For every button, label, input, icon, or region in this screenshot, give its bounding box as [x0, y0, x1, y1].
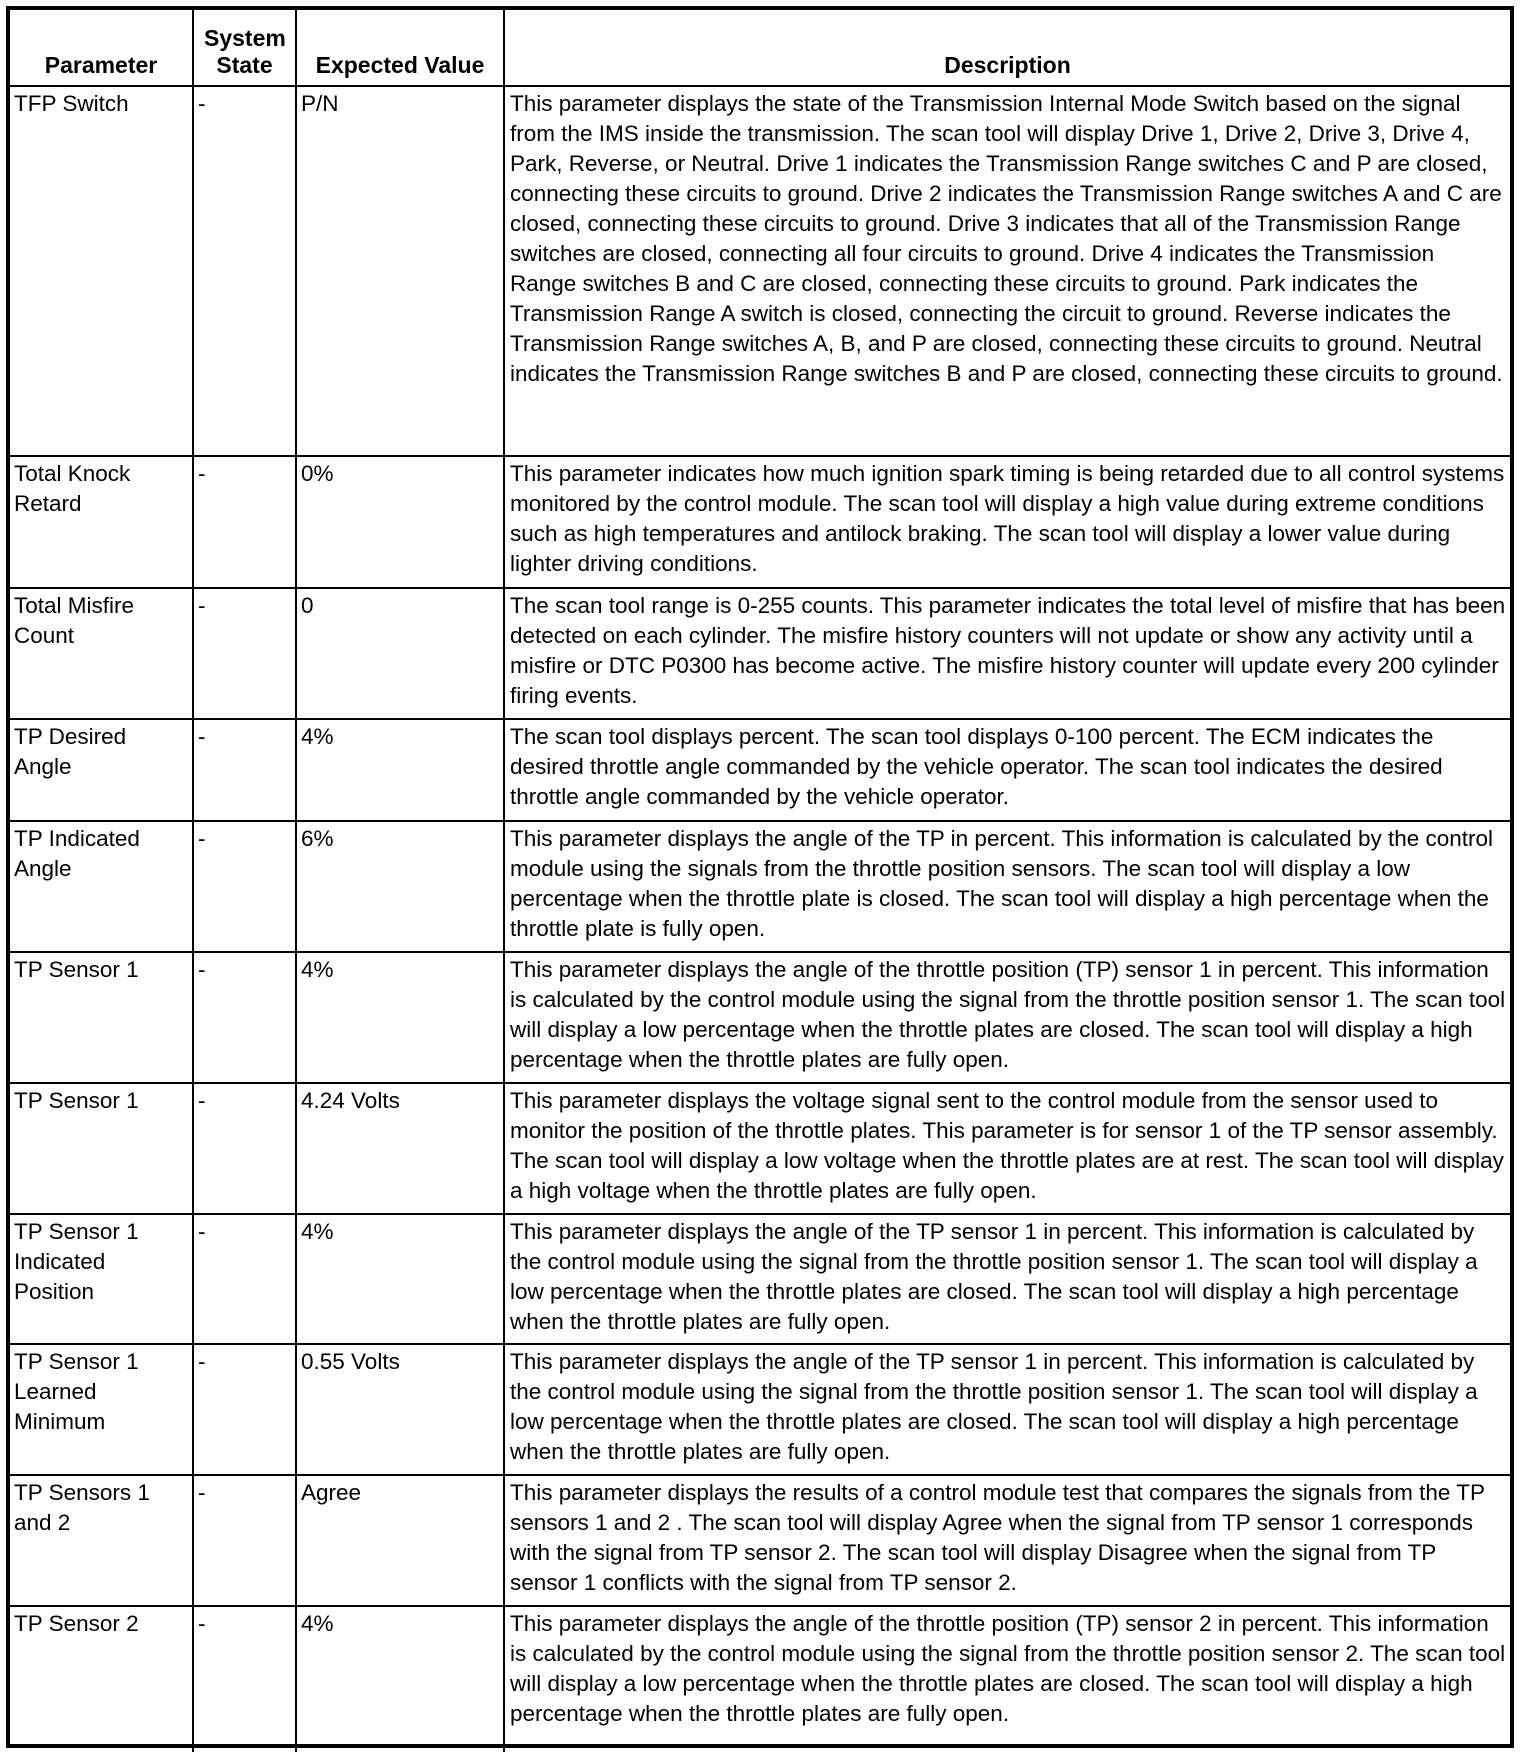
cell-parameter: Total Knock Retard	[10, 456, 193, 588]
cell-parameter: TP Sensor 1	[10, 1083, 193, 1214]
cell-expected-value: 4%	[296, 719, 504, 821]
table-row	[10, 821, 1510, 952]
cell-description: The scan tool displays percent. The scan tool displays 0-100 percent. The ECM indicates the desired throttle angle commanded by the vehicle operator. The scan tool indicates the desired throttle angle commanded by the vehicle operator.	[504, 719, 1510, 821]
table-row	[10, 1083, 1510, 1214]
header-expected-value: Expected Value	[296, 10, 504, 86]
cell-parameter: Total Misfire Count	[10, 588, 193, 719]
cell-system-state: -	[193, 821, 296, 952]
parameter-table	[6, 6, 1514, 1748]
cell-system-state: -	[193, 1344, 296, 1475]
cell-expected-value: 0	[296, 588, 504, 719]
cell-system-state: -	[193, 952, 296, 1083]
cell-system-state: -	[193, 86, 296, 456]
parameter-table-grid	[10, 10, 1510, 1752]
header-row	[10, 10, 1510, 86]
table-row	[10, 952, 1510, 1083]
cell-expected-value: 6%	[296, 821, 504, 952]
cell-parameter: TP Sensors 1 and 2	[10, 1475, 193, 1606]
cell-expected-value: 4%	[296, 952, 504, 1083]
cell-system-state: -	[193, 1606, 296, 1752]
cell-description: This parameter displays the results of a control module test that compares the signals from the TP sensors 1 and 2 . The scan tool will display Agree when the signal from TP sensor 1 corresponds with the signal from TP sensor 2. The scan tool will display Disagree when the signal from TP sensor 1 conflicts with the signal from TP sensor 2.	[504, 1475, 1510, 1606]
cell-expected-value: 4%	[296, 1214, 504, 1344]
cell-description: This parameter indicates how much ignition spark timing is being retarded due to all control systems monitored by the control module. The scan tool will display a high value during extreme conditions such as high temperatures and antilock braking. The scan tool will display a lower value during lighter driving conditions.	[504, 456, 1510, 588]
table-row	[10, 86, 1510, 456]
cell-parameter: TFP Switch	[10, 86, 193, 456]
table-row	[10, 588, 1510, 719]
cell-description: This parameter displays the angle of the TP sensor 1 in percent. This information is calculated by the control module using the signal from the throttle position sensor 1. The scan tool will display a low percentage when the throttle plates are closed. The scan tool will display a high percentage when the throttle plates are fully open.	[504, 1214, 1510, 1344]
cell-description: This parameter displays the angle of the TP in percent. This information is calculated by the control module using the signals from the throttle position sensors. The scan tool will display a low percentage when the throttle plate is closed. The scan tool will display a high percentage when the throttle plate is fully open.	[504, 821, 1510, 952]
table-row	[10, 1606, 1510, 1752]
header-description: Description	[504, 10, 1510, 86]
cell-description: The scan tool range is 0-255 counts. This parameter indicates the total level of misfire that has been detected on each cylinder. The misfire history counters will not update or show any activity until a misfire or DTC P0300 has become active. The misfire history counter will update every 200 cylinder firing events.	[504, 588, 1510, 719]
cell-description: This parameter displays the voltage signal sent to the control module from the sensor used to monitor the position of the throttle plates. This parameter is for sensor 1 of the TP sensor assembly. The scan tool will display a low voltage when the throttle plates are at rest. The scan tool will display a high voltage when the throttle plates are fully open.	[504, 1083, 1510, 1214]
cell-parameter: TP Desired Angle	[10, 719, 193, 821]
cell-description: This parameter displays the angle of the throttle position (TP) sensor 2 in percent. This information is calculated by the control module using the signal from the throttle position sensor 2. The scan tool will display a low percentage when the throttle plates are closed. The scan tool will display a high percentage when the throttle plates are fully open.	[504, 1606, 1510, 1752]
cell-description: This parameter displays the state of the Transmission Internal Mode Switch based on the signal from the IMS inside the transmission. The scan tool will display Drive 1, Drive 2, Drive 3, Drive 4, Park, Reverse, or Neutral. Drive 1 indicates the Transmission Range switches C and P are closed, connecting these circuits to ground. Drive 2 indicates the Transmission Range switches A and C are closed, connecting these circuits to ground. Drive 3 indicates that all of the Transmission Range switches are closed, connecting all four circuits to ground. Drive 4 indicates the Transmission Range switches B and C are closed, connecting these circuits to ground. Park indicates the Transmission Range A switch is closed, connecting the circuit to ground. Reverse indicates the Transmission Range switches A, B, and P are closed, connecting these circuits to ground. Neutral indicates the Transmission Range switches B and P are closed, connecting these circuits to ground.	[504, 86, 1510, 456]
cell-parameter: TP Sensor 1 Learned Minimum	[10, 1344, 193, 1475]
table-row	[10, 456, 1510, 588]
cell-expected-value: 4%	[296, 1606, 504, 1752]
header-system-state: System State	[193, 10, 296, 86]
cell-expected-value: 0%	[296, 456, 504, 588]
cell-parameter: TP Sensor 2	[10, 1606, 193, 1752]
cell-expected-value: 4.24 Volts	[296, 1083, 504, 1214]
cell-system-state: -	[193, 1475, 296, 1606]
cell-parameter: TP Sensor 1	[10, 952, 193, 1083]
cell-expected-value: Agree	[296, 1475, 504, 1606]
cell-parameter: TP Indicated Angle	[10, 821, 193, 952]
cell-system-state: -	[193, 719, 296, 821]
cell-system-state: -	[193, 1083, 296, 1214]
header-parameter: Parameter	[10, 10, 193, 86]
cell-description: This parameter displays the angle of the TP sensor 1 in percent. This information is calculated by the control module using the signal from the throttle position sensor 1. The scan tool will display a low percentage when the throttle plates are closed. The scan tool will display a high percentage when the throttle plates are fully open.	[504, 1344, 1510, 1475]
cell-system-state: -	[193, 588, 296, 719]
cell-parameter: TP Sensor 1 Indicated Position	[10, 1214, 193, 1344]
cell-expected-value: 0.55 Volts	[296, 1344, 504, 1475]
table-row	[10, 719, 1510, 821]
cell-system-state: -	[193, 1214, 296, 1344]
table-row	[10, 1344, 1510, 1475]
cell-expected-value: P/N	[296, 86, 504, 456]
table-row	[10, 1475, 1510, 1606]
table-row	[10, 1214, 1510, 1344]
cell-description: This parameter displays the angle of the throttle position (TP) sensor 1 in percent. This information is calculated by the control module using the signal from the throttle position sensor 1. The scan tool will display a low percentage when the throttle plates are closed. The scan tool will display a high percentage when the throttle plates are fully open.	[504, 952, 1510, 1083]
cell-system-state: -	[193, 456, 296, 588]
